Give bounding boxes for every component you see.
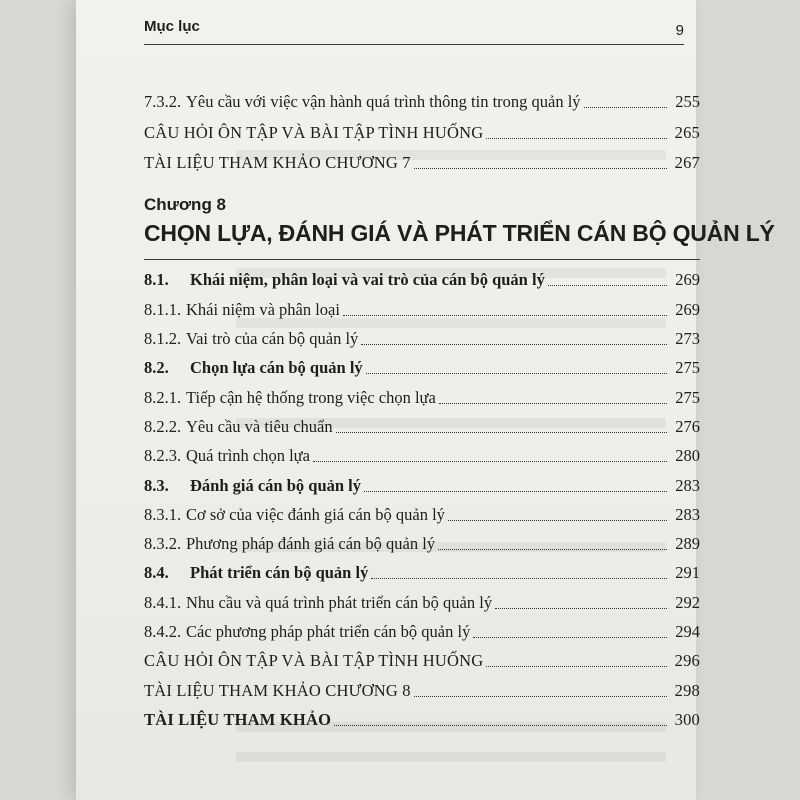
entry-number: 8.1.	[144, 270, 169, 289]
entry-number: 8.4.2.	[144, 622, 182, 641]
toc-entry-review-questions-7[interactable]	[144, 117, 700, 143]
entry-page: 291	[675, 563, 700, 582]
dot-leader	[584, 107, 667, 108]
entry-title: Nhu cầu và quá trình phát triển cán bộ quản lý	[186, 593, 493, 612]
entry-page: 292	[675, 593, 700, 612]
chapter-label: Chương 8	[144, 195, 227, 214]
toc-entry-8-1-1[interactable]	[144, 294, 700, 320]
entry-page: 276	[675, 417, 700, 436]
dot-leader	[548, 285, 667, 286]
entry-title: Quá trình chọn lựa	[186, 446, 310, 465]
toc-entry-7-3-2[interactable]	[144, 86, 700, 112]
entry-number: 8.2.3.	[144, 446, 182, 465]
entry-page: 273	[675, 329, 700, 348]
entry-title: Yêu cầu và tiêu chuẩn	[186, 417, 333, 436]
bleed-through	[236, 752, 666, 762]
entry-page: 265	[674, 123, 700, 142]
dot-leader	[495, 608, 667, 609]
entry-title: Tiếp cận hệ thống trong việc chọn lựa	[186, 388, 436, 407]
running-header	[144, 16, 684, 45]
entry-page: 300	[674, 710, 700, 729]
dot-leader	[366, 373, 667, 374]
entry-number: 7.3.2.	[144, 92, 182, 111]
entry-number: 8.3.2.	[144, 534, 182, 553]
toc-entry-8-3-2[interactable]	[144, 528, 700, 554]
dot-leader	[486, 138, 667, 139]
book-page	[76, 0, 775, 800]
toc-entry-references[interactable]	[144, 704, 700, 730]
entry-title: Vai trò của cán bộ quản lý	[186, 329, 359, 348]
dot-leader	[371, 578, 667, 579]
entry-title: Khái niệm và phân loại	[186, 300, 340, 319]
entry-page: 298	[674, 681, 700, 700]
entry-page: 283	[675, 476, 700, 495]
entry-page: 269	[675, 270, 700, 289]
toc-entry-8-3-1[interactable]	[144, 499, 700, 525]
entry-number: 8.4.1.	[144, 593, 182, 612]
dot-leader	[361, 344, 667, 345]
entry-page: 275	[675, 358, 700, 377]
toc-entry-8-3[interactable]	[144, 470, 700, 496]
entry-page: 280	[675, 446, 700, 465]
page-number: 9	[675, 22, 684, 39]
toc-entry-8-2-1[interactable]	[144, 382, 700, 408]
entry-title: Đánh giá cán bộ quản lý	[190, 476, 362, 495]
dot-leader	[313, 461, 667, 462]
entry-page: 255	[675, 92, 700, 111]
dot-leader	[473, 637, 667, 638]
toc-entry-8-2-3[interactable]	[144, 440, 700, 466]
entry-title: CÂU HỎI ÔN TẬP VÀ BÀI TẬP TÌNH HUỐNG	[144, 651, 484, 670]
entry-number: 8.4.	[144, 563, 169, 582]
toc-entry-8-1-2[interactable]	[144, 323, 700, 349]
dot-leader	[486, 666, 667, 667]
toc-entry-references-7[interactable]	[144, 147, 700, 173]
entry-title: TÀI LIỆU THAM KHẢO CHƯƠNG 7	[144, 153, 411, 172]
entry-page: 296	[674, 651, 700, 670]
entry-number: 8.1.1.	[144, 300, 182, 319]
entry-page: 294	[675, 622, 700, 641]
running-title: Mục lục	[144, 18, 200, 35]
toc-entry-8-4-2[interactable]	[144, 616, 700, 642]
toc-entry-8-2[interactable]	[144, 352, 700, 378]
dot-leader	[448, 520, 667, 521]
entry-number: 8.2.	[144, 358, 169, 377]
toc-entry-8-1[interactable]	[144, 264, 700, 290]
dot-leader	[334, 725, 667, 726]
entry-number: 8.2.1.	[144, 388, 182, 407]
entry-page: 269	[675, 300, 700, 319]
toc-entry-8-4-1[interactable]	[144, 587, 700, 613]
toc-entry-references-8[interactable]	[144, 675, 700, 701]
toc-entry-8-2-2[interactable]	[144, 411, 700, 437]
entry-title: Chọn lựa cán bộ quản lý	[190, 358, 363, 377]
entry-title: TÀI LIỆU THAM KHẢO CHƯƠNG 8	[144, 681, 411, 700]
dot-leader	[439, 403, 667, 404]
dot-leader	[414, 696, 667, 697]
entry-title: Cơ sở của việc đánh giá cán bộ quản lý	[186, 505, 445, 524]
entry-page: 275	[675, 388, 700, 407]
toc-entry-review-questions-8[interactable]	[144, 645, 700, 671]
entry-number: 8.2.2.	[144, 417, 182, 436]
entry-title: CÂU HỎI ÔN TẬP VÀ BÀI TẬP TÌNH HUỐNG	[144, 123, 484, 142]
entry-title: TÀI LIỆU THAM KHẢO	[144, 710, 332, 729]
chapter-title: CHỌN LỰA, ĐÁNH GIÁ VÀ PHÁT TRIỂN CÁN BỘ QUẢN LÝ	[144, 220, 775, 246]
entry-page: 283	[675, 505, 700, 524]
entry-title: Khái niệm, phân loại và vai trò của cán bộ quản lý	[190, 270, 545, 289]
entry-title: Các phương pháp phát triển cán bộ quản lý	[186, 622, 471, 641]
entry-number: 8.3.1.	[144, 505, 182, 524]
toc-entry-8-4[interactable]	[144, 557, 700, 583]
entry-title: Yêu cầu với việc vận hành quá trình thông tin trong quản lý	[186, 92, 581, 111]
entry-title: Phương pháp đánh giá cán bộ quản lý	[186, 534, 436, 553]
entry-page: 289	[675, 534, 700, 553]
dot-leader	[343, 315, 667, 316]
dot-leader	[336, 432, 667, 433]
dot-leader	[438, 549, 667, 550]
entry-page: 267	[674, 153, 700, 172]
dot-leader	[364, 491, 667, 492]
dot-leader	[414, 168, 667, 169]
entry-number: 8.3.	[144, 476, 169, 495]
chapter-rule	[144, 259, 700, 260]
entry-title: Phát triển cán bộ quản lý	[190, 563, 369, 582]
entry-number: 8.1.2.	[144, 329, 182, 348]
